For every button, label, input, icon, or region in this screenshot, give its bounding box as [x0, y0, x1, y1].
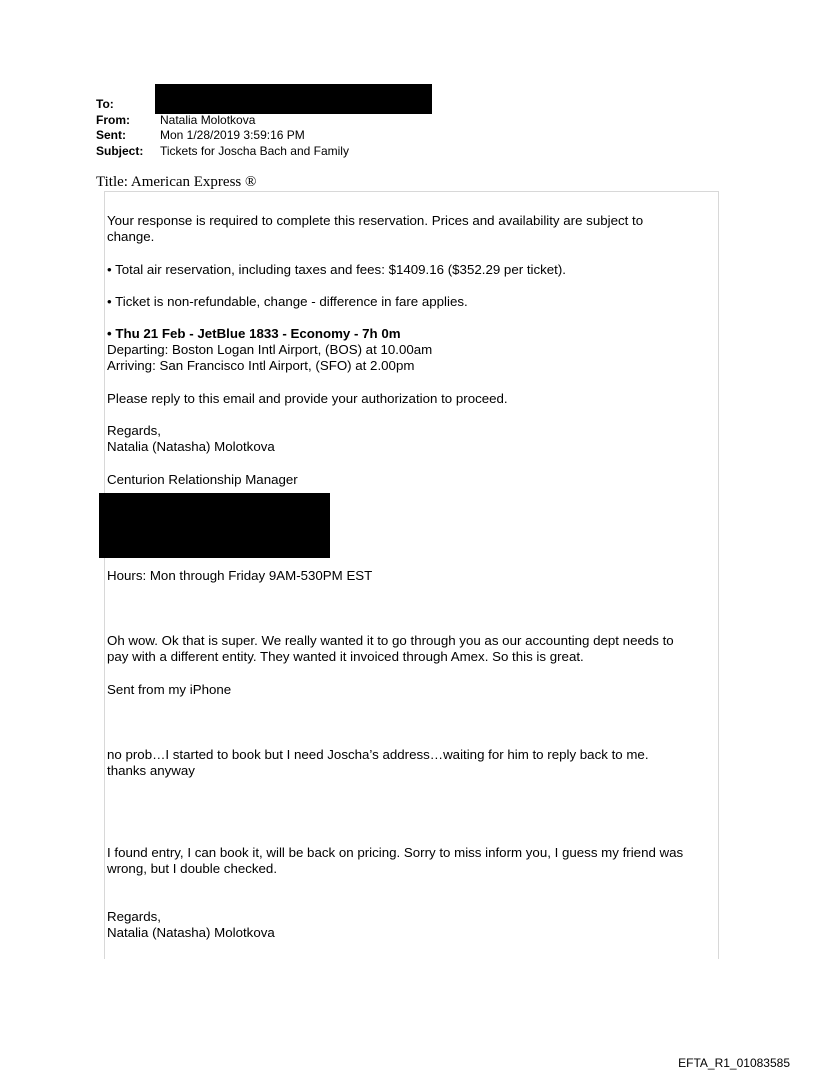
total-reservation-bullet: • Total air reservation, including taxes and fees: $1409.16 ($352.29 per ticket).: [107, 262, 566, 277]
from-label: From:: [96, 113, 130, 127]
redacted-recipient-block: [155, 84, 432, 114]
to-label: To:: [96, 97, 114, 111]
body-frame-top-border: [104, 191, 719, 192]
office-hours: Hours: Mon through Friday 9AM-530PM EST: [107, 568, 373, 583]
reply-message-1-line1: Oh wow. Ok that is super. We really wanted it to go through you as our accounting dept needs to: [107, 633, 674, 648]
reservation-notice-line2: change.: [107, 229, 155, 244]
subject-label: Subject:: [96, 144, 144, 158]
reservation-notice-line1: Your response is required to complete this reservation. Prices and availability are subject to: [107, 213, 644, 228]
signature-role: Centurion Relationship Manager: [107, 472, 298, 487]
subject-value: Tickets for Joscha Bach and Family: [160, 144, 349, 158]
authorization-request: Please reply to this email and provide your authorization to proceed.: [107, 391, 508, 406]
body-frame-left-border: [104, 191, 105, 959]
redacted-contact-block: [99, 493, 330, 558]
reply-message-1-line2: pay with a different entity. They wanted it invoiced through Amex. So this is great.: [107, 649, 584, 664]
reply-message-3-line2: wrong, but I double checked.: [107, 861, 278, 876]
departing-info: Departing: Boston Logan Intl Airport, (BOS) at 10.00am: [107, 342, 433, 357]
flight-summary: • Thu 21 Feb - JetBlue 1833 - Economy - 7h 0m: [107, 326, 401, 341]
arriving-info: Arriving: San Francisco Intl Airport, (SFO) at 2.00pm: [107, 358, 415, 373]
sent-value: Mon 1/28/2019 3:59:16 PM: [160, 128, 305, 142]
message-title: Title: American Express ®: [96, 174, 257, 190]
regards-1: Regards,: [107, 423, 161, 438]
signature-name-1: Natalia (Natasha) Molotkova: [107, 439, 275, 454]
document-id: EFTA_R1_01083585: [678, 1056, 790, 1070]
from-value: Natalia Molotkova: [160, 113, 256, 127]
sent-from-iphone: Sent from my iPhone: [107, 682, 232, 697]
regards-2: Regards,: [107, 909, 161, 924]
reply-message-3-line1: I found entry, I can book it, will be back on pricing. Sorry to miss inform you, I guess my friend was: [107, 845, 684, 860]
sent-label: Sent:: [96, 128, 126, 142]
ticket-policy-bullet: • Ticket is non-refundable, change - difference in fare applies.: [107, 294, 468, 309]
signature-name-2: Natalia (Natasha) Molotkova: [107, 925, 275, 940]
reply-message-2-line2: thanks anyway: [107, 763, 195, 778]
reply-message-2-line1: no prob…I started to book but I need Joscha’s address…waiting for him to reply back to me.: [107, 747, 649, 762]
